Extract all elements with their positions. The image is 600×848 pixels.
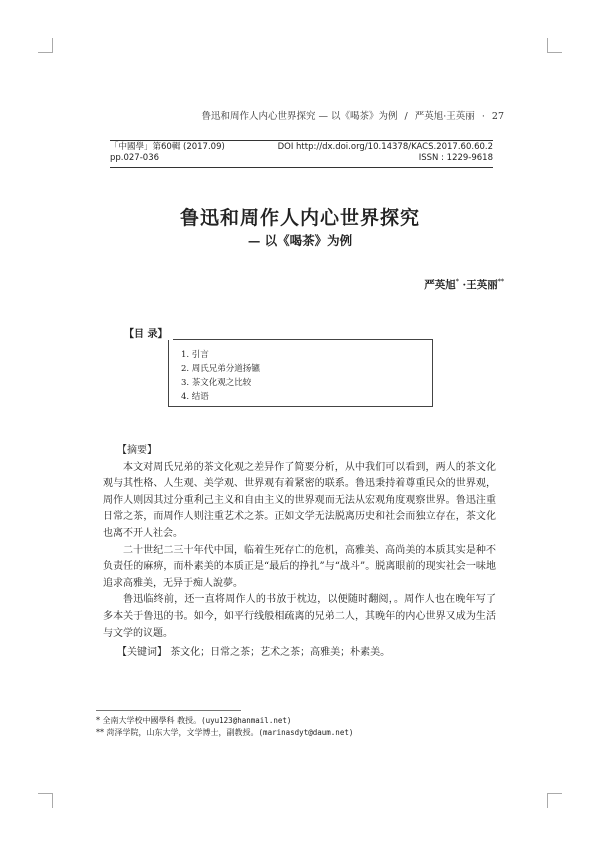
author-line: 严英旭* ·王英丽** <box>424 278 504 291</box>
author-2: 王英丽 <box>466 279 498 291</box>
crop-mark-top-right <box>547 38 562 53</box>
article-subtitle: — 以《喝茶》为例 <box>247 233 353 248</box>
page-number: 27 <box>491 111 504 122</box>
abstract-heading: 【摘要】 <box>117 445 157 456</box>
footnote-2 <box>96 727 353 739</box>
footnote-2-text: ** 菏泽学院，山东大学，文学博士，副教授。 <box>96 728 259 737</box>
footnote-1-text: * 全南大学校中國學科 教授。 <box>96 716 202 725</box>
running-head: 鲁迅和周作人内心世界探究 — 以《喝茶》为例 / 严英旭·王英丽 · 27 <box>201 111 504 122</box>
journal-pages: pp.027-036 <box>110 153 160 163</box>
footnote-1 <box>96 715 353 727</box>
journal-doi[interactable]: DOI http://dx.doi.org/10.14378/KACS.2017.60.60.2 <box>277 142 493 152</box>
table-of-contents <box>168 339 433 407</box>
abstract <box>103 443 496 662</box>
crop-mark-bottom-left <box>38 793 53 808</box>
toc-item: 4. 结语 <box>181 392 209 402</box>
abstract-paragraph: 鲁迅临终前，还一直将周作人的书放于枕边，以便随时翻阅，。周作人也在晚年写了多本关于鲁迅的书。如今，如平行线般相疏离的兄弟二人，其晚年的内心世界又成为生活与文学的议题。 <box>103 594 496 639</box>
toc-item: 3. 茶文化观之比较 <box>181 378 252 388</box>
footnote-2-email[interactable]: (marinasdyt@daum.net) <box>258 728 354 737</box>
abstract-paragraph: 二十世纪二三十年代中国，临着生死存亡的危机，高雅美、高尚美的本质其实是种不负责任的麻痹，而朴素美的本质正是“最后的挣扎”与“战斗”。脱离眼前的现实社会一味地追求高雅美，无异于痴人說夢。 <box>103 544 496 589</box>
keywords-line <box>103 645 496 662</box>
journal-issn: ISSN : 1229-9618 <box>418 153 493 163</box>
running-head-title: 鲁迅和周作人内心世界探究 — 以《喝茶》为例 <box>201 111 398 122</box>
journal-info <box>110 142 493 166</box>
author-2-mark: ** <box>497 278 504 286</box>
toc-item: 1. 引言 <box>181 350 209 360</box>
keywords-label: 【关键词】 <box>117 647 167 659</box>
crop-mark-top-left <box>38 38 53 53</box>
footnote-rule <box>96 710 241 711</box>
footnotes <box>96 715 353 739</box>
header-rule-bottom <box>110 167 493 168</box>
footnote-1-email[interactable]: (uyu123@hanmail.net) <box>201 716 292 725</box>
running-head-authors: 严英旭·王英丽 <box>414 111 475 122</box>
keywords: 茶文化；日常之茶；艺术之茶；高雅美；朴素美。 <box>170 647 391 659</box>
journal-name: 「中國學」第60輯 (2017.09) <box>110 142 225 152</box>
crop-mark-bottom-right <box>547 793 562 808</box>
article-title: 鲁迅和周作人内心世界探究 <box>179 207 420 229</box>
abstract-paragraph: 本文对周氏兄弟的茶文化观之差异作了简要分析，从中我们可以看到，两人的茶文化观与其性格、人生观、美学观、世界观有着紧密的联系。鲁迅秉持着尊重民众的世界观，周作人则因其过分重利己主义和自由主义的世界观而无法从宏观角度观察世界。鲁迅注重日常之茶，而周作人则注重艺术之茶。正如文学无法脱离历史和社会而独立存在，茶文化也离不开人社会。 <box>103 461 496 539</box>
toc-title: 【目 录】 <box>118 325 173 340</box>
header-rule-top <box>110 140 493 141</box>
toc-item: 2. 周氏兄弟分道扬镳 <box>181 364 260 374</box>
author-1: 严英旭 <box>424 279 456 291</box>
author-1-mark: * <box>455 278 459 286</box>
